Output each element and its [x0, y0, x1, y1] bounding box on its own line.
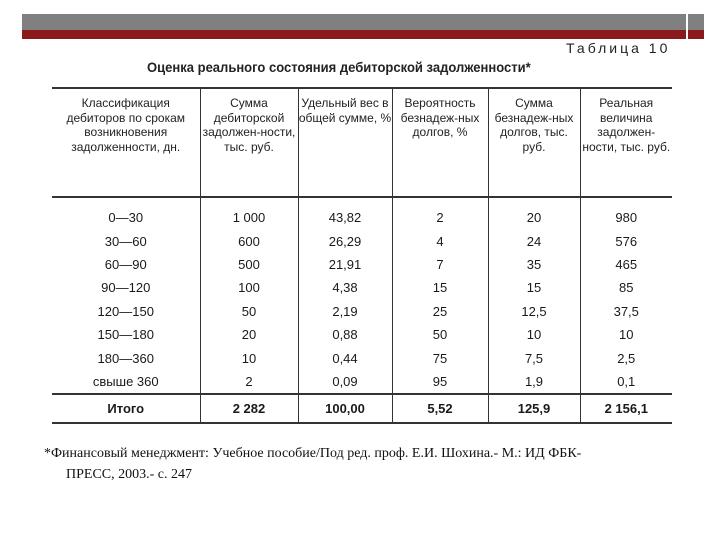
table-row — [52, 276, 672, 299]
header-amount: Сумма дебиторской задолжен-ности, тыс. руб. — [200, 88, 298, 197]
table-row — [52, 253, 672, 276]
cell: 2 — [200, 370, 298, 394]
cell: 0,88 — [298, 323, 392, 346]
cell: 25 — [392, 300, 488, 323]
header-bad-debt-amount: Сумма безнадеж-ных долгов, тыс. руб. — [488, 88, 580, 197]
table-row — [52, 323, 672, 346]
total-share: 100,00 — [298, 394, 392, 423]
cell: 35 — [488, 253, 580, 276]
cell: 20 — [488, 197, 580, 229]
table-row — [52, 370, 672, 394]
table-row — [52, 229, 672, 252]
cell: 85 — [580, 276, 672, 299]
table-row — [52, 300, 672, 323]
cell: 2 — [392, 197, 488, 229]
cell: 1,9 — [488, 370, 580, 394]
cell: 0—30 — [108, 210, 144, 226]
cell: 43,82 — [298, 197, 392, 229]
header-classification: Классификация дебиторов по срокам возникновения задолженности, дн. — [52, 88, 200, 197]
cell: 90—120 — [101, 280, 151, 296]
cell: 15 — [488, 276, 580, 299]
footnote-line-2: ПРЕСС, 2003.- с. 247 — [66, 467, 192, 482]
cell: 7 — [392, 253, 488, 276]
cell: 150—180 — [97, 327, 154, 343]
cell: 95 — [392, 370, 488, 394]
total-bad-debt: 125,9 — [488, 394, 580, 423]
cell: 1 000 — [200, 197, 298, 229]
cell: 37,5 — [580, 300, 672, 323]
table-row — [52, 197, 672, 229]
cell: 465 — [580, 253, 672, 276]
footnote — [44, 443, 684, 485]
header-share: Удельный вес в общей сумме, % — [298, 88, 392, 197]
cell: 10 — [200, 346, 298, 369]
cell: 21,91 — [298, 253, 392, 276]
receivables-table — [52, 87, 672, 420]
cell: 2,5 — [580, 346, 672, 369]
cell: 0,09 — [298, 370, 392, 394]
header-real-value: Реальная величина задолжен-ности, тыс. руб. — [580, 88, 672, 197]
cell: 600 — [200, 229, 298, 252]
table-row — [52, 346, 672, 369]
header-square-grey — [688, 14, 704, 30]
cell: 7,5 — [488, 346, 580, 369]
footnote-line-1: *Финансовый менеджмент: Учебное пособие/Под ред. проф. Е.И. Шохина.- М.: ИД ФБК- — [44, 446, 582, 461]
table-header-row — [52, 88, 672, 197]
table-label: Таблица 10 — [566, 40, 671, 56]
cell: 500 — [200, 253, 298, 276]
cell: 10 — [488, 323, 580, 346]
cell: 20 — [200, 323, 298, 346]
header-square-red — [688, 30, 704, 39]
cell: 10 — [580, 323, 672, 346]
cell: 980 — [580, 197, 672, 229]
total-probability: 5,52 — [392, 394, 488, 423]
total-label: Итого — [52, 394, 200, 423]
cell: 60—90 — [104, 256, 147, 272]
total-real-value: 2 156,1 — [580, 394, 672, 423]
cell: 75 — [392, 346, 488, 369]
total-amount: 2 282 — [200, 394, 298, 423]
cell: 0,1 — [580, 370, 672, 394]
cell: 100 — [200, 276, 298, 299]
cell: 0,44 — [298, 346, 392, 369]
cell: 50 — [200, 300, 298, 323]
cell: 12,5 — [488, 300, 580, 323]
cell: 4,38 — [298, 276, 392, 299]
cell: 120—150 — [97, 303, 154, 319]
cell: 50 — [392, 323, 488, 346]
table-total-row — [52, 394, 672, 423]
cell: 576 — [580, 229, 672, 252]
cell: 30—60 — [104, 233, 147, 249]
cell: 2,19 — [298, 300, 392, 323]
cell: свыше 360 — [92, 373, 159, 389]
header-probability: Вероятность безнадеж-ных долгов, % — [392, 88, 488, 197]
cell: 15 — [392, 276, 488, 299]
cell: 26,29 — [298, 229, 392, 252]
cell: 180—360 — [97, 350, 154, 366]
header-bar-red — [22, 30, 686, 39]
table-title: Оценка реального состояния дебиторской задолженности* — [147, 59, 531, 75]
cell: 4 — [392, 229, 488, 252]
cell: 24 — [488, 229, 580, 252]
header-bar-grey — [22, 14, 686, 30]
